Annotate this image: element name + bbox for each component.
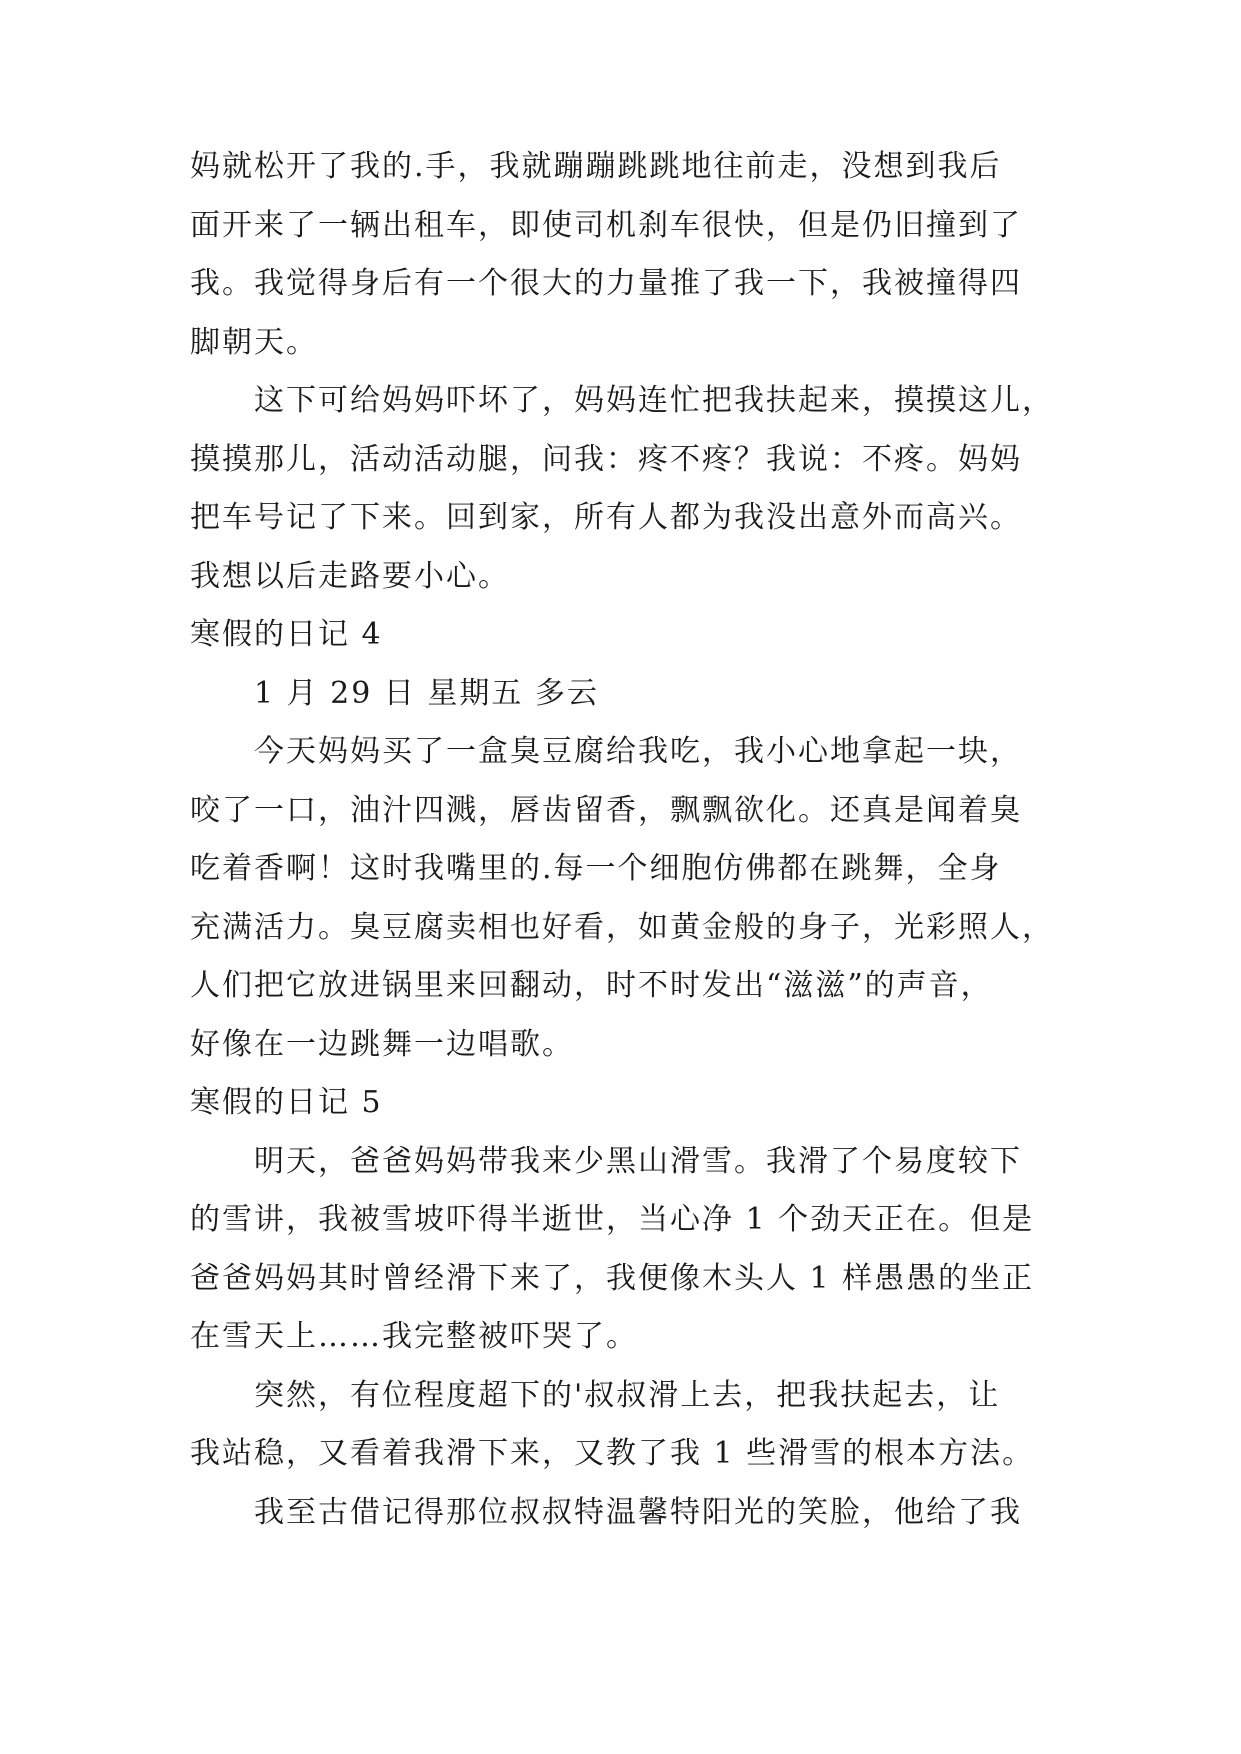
text-line: 摸摸那儿，活动活动腿，问我：疼不疼？我说：不疼。妈妈 [190, 441, 1022, 477]
text-line: 爸爸妈妈其时曾经滑下来了，我便像木头人 1 样愚愚的坐正 [190, 1260, 1035, 1296]
text-line: 的雪讲，我被雪坡吓得半逝世，当心净 1 个劲天正在。但是 [190, 1202, 1035, 1237]
text-line: 吃着香啊！这时我嘴里的.每一个细胞仿佛都在跳舞，全身 [190, 851, 1002, 886]
text-line: 把车号记了下来。回到家，所有人都为我没出意外而高兴。 [190, 500, 1022, 535]
paragraph-start-line: 这下可给妈妈吓坏了，妈妈连忙把我扶起来，摸摸这儿， [254, 383, 1054, 418]
text-line: 在雪天上……我完整被吓哭了。 [190, 1319, 638, 1354]
text-line: 我站稳，又看着我滑下来，又教了我 1 些滑雪的根本方法。 [190, 1436, 1035, 1471]
text-line: 脚朝天。 [190, 324, 318, 360]
document-body [190, 138, 1070, 1542]
section-heading: 寒假的日记 4 [190, 617, 383, 652]
paragraph-start-line: 明天，爸爸妈妈带我来少黑山滑雪。我滑了个易度较下 [254, 1143, 1022, 1179]
text-line: 充满活力。臭豆腐卖相也好看，如黄金般的身子，光彩照人， [190, 909, 1054, 945]
paragraph-start-line: 我至古借记得那位叔叔特温馨特阳光的笑脸，他给了我 [254, 1494, 1022, 1530]
text-line: 好像在一边跳舞一边唱歌。 [190, 1026, 574, 1062]
section-heading: 寒假的日记 5 [190, 1085, 383, 1120]
text-line: 人们把它放进锅里来回翻动，时不时发出“滋滋”的声音， [190, 968, 993, 1003]
paragraph-start-line: 今天妈妈买了一盒臭豆腐给我吃，我小心地拿起一块， [254, 734, 1022, 769]
text-line: 妈就松开了我的.手，我就蹦蹦跳跳地往前走，没想到我后 [190, 149, 1002, 184]
paragraph-start-line: 突然，有位程度超下的'叔叔滑上去，把我扶起去，让 [254, 1377, 1001, 1413]
diary-date-line: 1 月 29 日 星期五 多云 [254, 675, 599, 711]
text-line: 面开来了一辆出租车，即使司机刹车很快，但是仍旧撞到了 [190, 207, 1022, 243]
text-line: 咬了一口，油汁四溅，唇齿留香，飘飘欲化。还真是闻着臭 [190, 792, 1022, 828]
text-line: 我想以后走路要小心。 [190, 558, 510, 594]
text-line: 我。我觉得身后有一个很大的力量推了我一下，我被撞得四 [190, 266, 1022, 301]
